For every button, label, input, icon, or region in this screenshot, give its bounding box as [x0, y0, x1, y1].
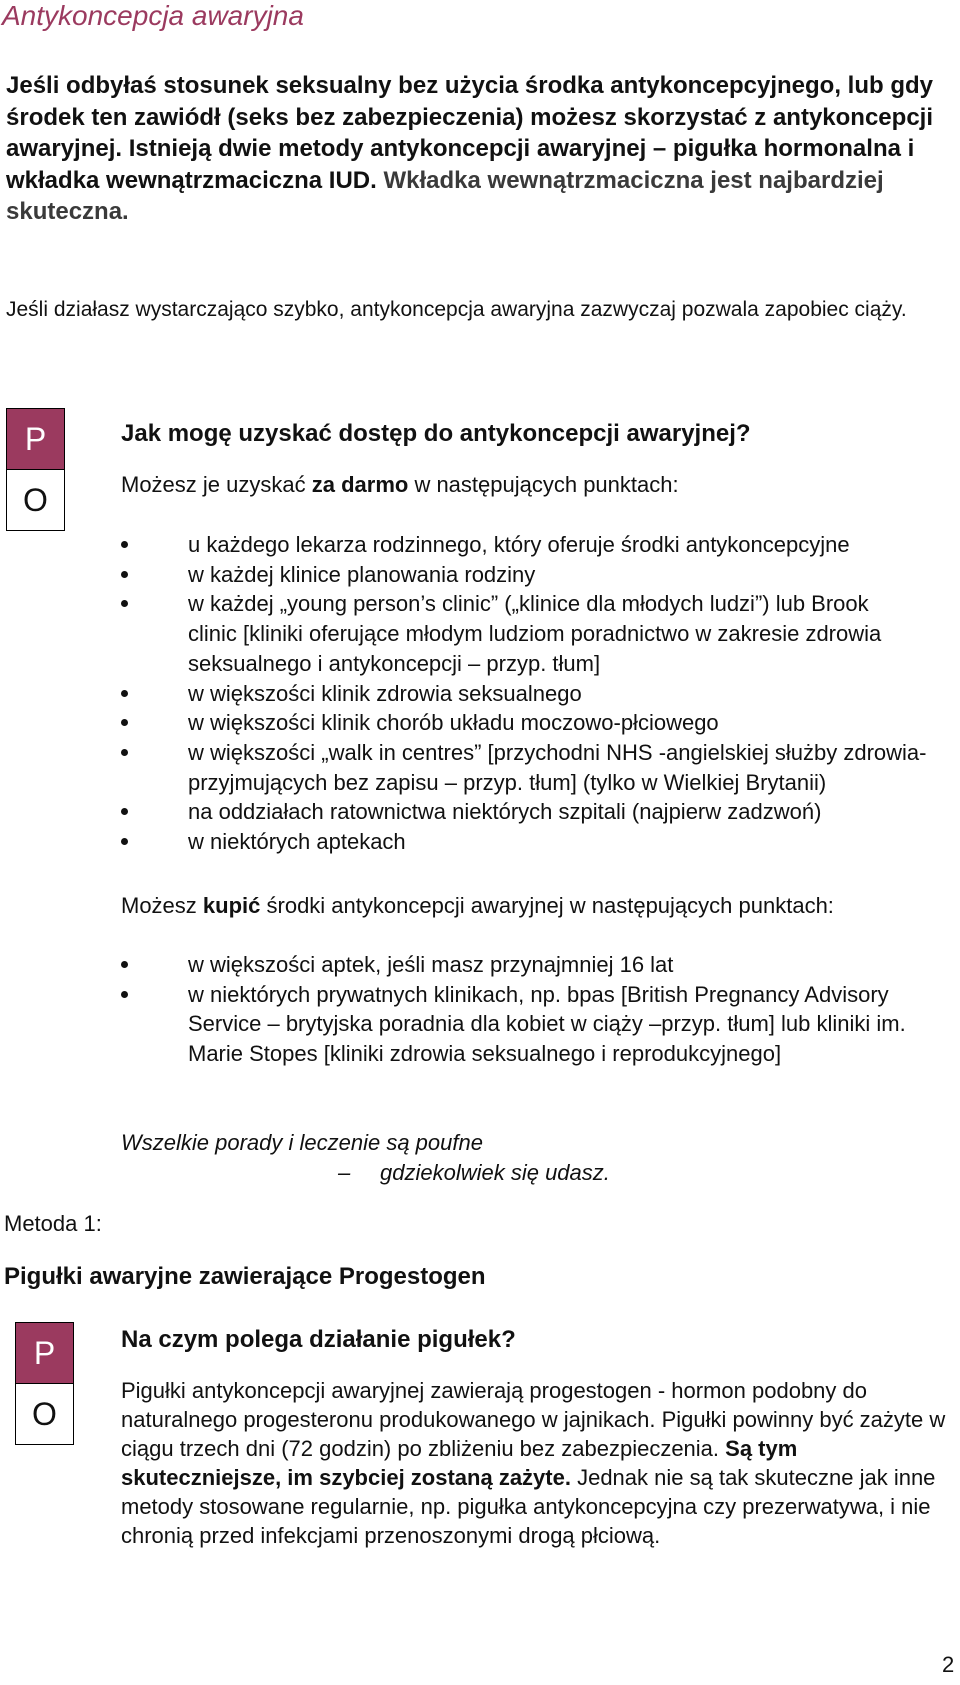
list-item: w większości klinik chorób układu moczowo-płciowego: [118, 708, 953, 738]
free-intro-bold: za darmo: [311, 472, 409, 497]
confidential-dash: –: [338, 1160, 351, 1185]
po-p-label: P: [16, 1323, 73, 1383]
section2-text-a: Pigułki antykoncepcji awaryjnej zawierają progestogen - hormon podobny do naturalnego progesteronu produkowanego w jajnikach. Pigułki powinny być zażyte w ciągu trzech dni (72 godzin) po zbliżeniu bez zabezpieczenia.: [121, 1378, 946, 1461]
po-p-label: P: [7, 409, 64, 469]
intro-bold-text: Jeśli odbyłaś stosunek seksualny bez użycia środka antykoncepcyjnego, lub gdy środek ten zawiódł (seks bez zabezpieczenia) możesz skorzystać z antykoncepcji awaryjnej. Istnieją dwie metody antykoncepcji awaryjnej – pigułka hormonalna i wkładka wewnątrzmaciczna IUD.: [6, 72, 933, 194]
buy-intro-post: środki antykoncepcji awaryjnej w następujących punktach:: [260, 893, 834, 918]
buy-intro-pre: Możesz: [121, 893, 203, 918]
po-marker-1: [6, 408, 65, 531]
free-intro: [121, 470, 679, 499]
list-item: w większości klinik zdrowia seksualnego: [118, 679, 953, 709]
buy-list: [118, 950, 933, 1069]
page-number: 2: [942, 1652, 955, 1677]
list-item: w niektórych aptekach: [118, 827, 953, 857]
po-o-label: O: [7, 469, 64, 530]
section2-paragraph: [121, 1376, 956, 1550]
free-intro-pre: Możesz je uzyskać: [121, 472, 312, 497]
section1-question: Jak mogę uzyskać dostęp do antykoncepcji awaryjnej?: [121, 420, 751, 447]
list-item: w większości aptek, jeśli masz przynajmniej 16 lat: [118, 950, 933, 980]
list-item: w niektórych prywatnych klinikach, np. bpas [British Pregnancy Advisory Service – brytyjska poradnia dla kobiet w ciąży –przyp. tłum] lub kliniki im. Marie Stopes [kliniki zdrowia seksualnego i reprodukcyjnego]: [118, 980, 933, 1069]
section2-question: Na czym polega działanie pigułek?: [121, 1326, 516, 1353]
method-title: Pigułki awaryjne zawierające Progestogen: [4, 1263, 486, 1290]
page-title: Antykoncepcja awaryjna: [2, 0, 304, 31]
free-list: [118, 530, 953, 857]
buy-intro-bold: kupić: [202, 893, 261, 918]
intro-paragraph: Jeśli działasz wystarczająco szybko, antykoncepcja awaryjna zazwyczaj pozwala zapobiec ciąży.: [6, 298, 907, 321]
confidential-note: Wszelkie porady i leczenie są poufne: [121, 1130, 483, 1155]
method-label: Metoda 1:: [4, 1211, 102, 1236]
po-marker-2: [15, 1322, 74, 1445]
po-o-label: O: [16, 1383, 73, 1444]
list-item: na oddziałach ratownictwa niektórych szpitali (najpierw zadzwoń): [118, 797, 953, 827]
list-item: w każdej „young person’s clinic” („klinice dla młodych ludzi”) lub Brook clinic [kliniki oferujące młodym ludziom poradnictwo w zakresie zdrowia seksualnego i antykoncepcji – przyp. tłum]: [118, 589, 953, 678]
list-item: u każdego lekarza rodzinnego, który oferuje środki antykoncepcyjne: [118, 530, 953, 560]
intro-bold-paragraph: [6, 70, 951, 228]
free-intro-post: w następujących punktach:: [408, 472, 679, 497]
section2-text-bold: Są tym skuteczniejsze, im szybciej zostaną zażyte.: [121, 1436, 798, 1490]
confidential-note-2: gdziekolwiek się udasz.: [380, 1160, 610, 1185]
buy-intro: [121, 891, 834, 920]
list-item: w każdej klinice planowania rodziny: [118, 560, 953, 590]
list-item: w większości „walk in centres” [przychodni NHS -angielskiej służby zdrowia- przyjmujących bez zapisu – przyp. tłum] (tylko w Wielkiej Brytanii): [118, 738, 953, 797]
intro-bold-highlight: Wkładka wewnątrzmaciczna jest najbardziej skuteczna.: [6, 166, 884, 225]
section2-text-b: Jednak nie są tak skuteczne jak inne metody stosowane regularnie, np. pigułka antykoncepcyjna czy prezerwatywa, i nie chronią przed infekcjami przenoszonymi drogą płciową.: [121, 1465, 936, 1548]
